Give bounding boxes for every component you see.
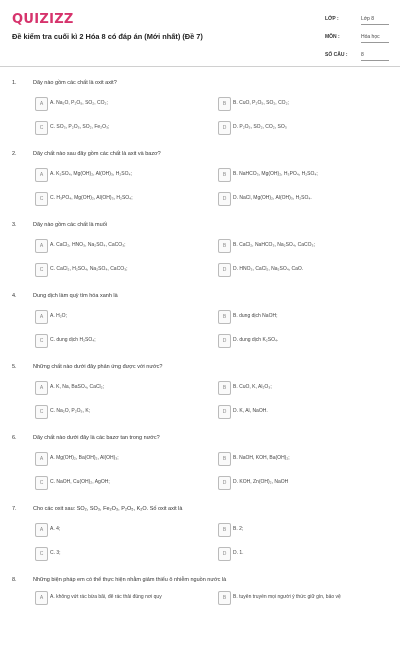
option-letter-badge: C	[35, 263, 48, 277]
question-text: Dãy chất nào dưới đây là các bazơ tan trong nước?	[33, 435, 160, 441]
worksheet-meta	[325, 14, 389, 68]
question-number: 8.	[12, 577, 17, 583]
meta-label-subject: MÔN :	[325, 34, 340, 40]
question-text: Dãy nào gồm các chất là oxit axit?	[33, 80, 117, 86]
question-3	[12, 222, 392, 280]
question-text: Dung dịch làm quỳ tím hóa xanh là	[33, 293, 118, 299]
question-4	[12, 293, 392, 351]
option-text: A. K, Na, BaSO₄, CaCl₂;	[50, 384, 104, 390]
option-letter-badge: A	[35, 452, 48, 466]
option-text: B. NaOH, KOH, Ba(OH)₂;	[233, 455, 290, 461]
option-letter-badge: A	[35, 310, 48, 324]
option-letter-badge: C	[35, 476, 48, 490]
option-text: A. CaCl₂, HNO₃, Na₂SO₄, CaCO₃;	[50, 242, 126, 248]
option-text: C. SO₃, P₂O₅, SO₂, Fe₂O₃;	[50, 124, 110, 130]
option-text: B. NaHCO₃, Mg(OH)₂, H₃PO₄, H₂SO₄;	[233, 171, 318, 177]
meta-label-question-count: SỐ CÂU :	[325, 52, 348, 58]
option-letter-badge: C	[35, 405, 48, 419]
option-text: C. dung dịch H₂SO₄;	[50, 337, 96, 343]
question-number: 1.	[12, 80, 17, 86]
question-text: Dãy chất nào sau đây gồm các chất là axit và bazơ?	[33, 151, 161, 157]
option-letter-badge: C	[35, 547, 48, 561]
option-letter-badge: B	[218, 310, 231, 324]
option-text: C. NaOH, Cu(OH)₂, AgOH;	[50, 479, 110, 485]
question-text: Những biện pháp em có thể thực hiện nhằm giảm thiểu ô nhiễm nguồn nước là	[33, 577, 227, 583]
option-letter-badge: B	[218, 523, 231, 537]
option-text: D. dung dịch K₂SO₄.	[233, 337, 279, 343]
option-letter-badge: A	[35, 97, 48, 111]
question-number: 4.	[12, 293, 17, 299]
meta-label-class: LỚP :	[325, 16, 339, 22]
option-letter-badge: A	[35, 381, 48, 395]
option-text: B. CuO, K, Al₂O₃;	[233, 384, 272, 390]
question-7	[12, 506, 392, 564]
option-text: A. 4;	[50, 526, 61, 532]
question-5	[12, 364, 392, 422]
question-6	[12, 435, 392, 493]
option-letter-badge: B	[218, 239, 231, 253]
option-text: B. 2;	[233, 526, 244, 532]
option-letter-badge: A	[35, 591, 48, 605]
question-list	[12, 80, 392, 648]
option-letter-badge: D	[218, 405, 231, 419]
option-letter-badge: D	[218, 192, 231, 206]
meta-value-subject: Hóa học	[361, 34, 389, 43]
option-text: D. NaCl, Mg(OH)₂, Al(OH)₃, H₂SO₄.	[233, 195, 312, 201]
option-text: D. KOH, Zn(OH)₂, NaOH	[233, 479, 289, 485]
question-8	[12, 577, 392, 635]
option-letter-badge: B	[218, 452, 231, 466]
header-divider	[0, 66, 400, 67]
question-text: Những chất nào dưới đây phản ứng được với nước?	[33, 364, 163, 370]
meta-value-question-count: 8	[361, 52, 389, 61]
option-letter-badge: A	[35, 523, 48, 537]
meta-row-subject	[325, 32, 389, 50]
option-text: A. không vứt rác bừa bãi, để rác thải đúng nơi quy	[50, 594, 162, 600]
meta-row-class	[325, 14, 389, 32]
option-letter-badge: D	[218, 121, 231, 135]
worksheet-title: Đề kiểm tra cuối kì 2 Hóa 8 có đáp án (Mới nhất) (Đề 7)	[12, 32, 203, 41]
option-letter-badge: C	[35, 192, 48, 206]
option-text: C. CaCl₂, H₂SO₄, Na₂SO₄, CaCO₃;	[50, 266, 128, 272]
option-text: B. CuO, P₂O₅, SO₂, CO₂;	[233, 100, 289, 106]
option-letter-badge: D	[218, 263, 231, 277]
question-number: 7.	[12, 506, 17, 512]
option-letter-badge: C	[35, 121, 48, 135]
option-text: A. Na₂O, P₂O₅, SO₂, CO₂;	[50, 100, 108, 106]
question-1	[12, 80, 392, 138]
quizizz-logo: QUIZIZZ	[12, 12, 74, 27]
option-text: B. CaCl₂, NaHCO₃, Na₂SO₄, CaCO₃;	[233, 242, 315, 248]
option-letter-badge: B	[218, 381, 231, 395]
option-text: B. tuyên truyền mọi người ý thức giữ gìn, bảo vệ	[233, 594, 341, 600]
option-letter-badge: B	[218, 97, 231, 111]
question-2	[12, 151, 392, 209]
option-text: D. K, Al, NaOH.	[233, 408, 268, 414]
option-letter-badge: D	[218, 476, 231, 490]
option-letter-badge: D	[218, 547, 231, 561]
meta-value-class: Lớp 8	[361, 16, 389, 25]
option-text: A. K₂SO₄, Mg(OH)₂, Al(OH)₃, H₂SO₄;	[50, 171, 132, 177]
option-text: C. H₃PO₄, Mg(OH)₂, Al(OH)₃, H₂SO₄;	[50, 195, 133, 201]
option-letter-badge: A	[35, 168, 48, 182]
option-text: B. dung dịch NaOH;	[233, 313, 278, 319]
question-text: Dãy nào gồm các chất là muối	[33, 222, 107, 228]
question-number: 6.	[12, 435, 17, 441]
option-letter-badge: C	[35, 334, 48, 348]
option-text: D. HNO₃, CaCl₂, Na₂SO₄, CaO.	[233, 266, 304, 272]
option-text: A. Mg(OH)₂, Ba(OH)₂, Al(OH)₃;	[50, 455, 119, 461]
worksheet-header	[0, 0, 400, 72]
option-text: C. Na₂O, P₂O₅, K;	[50, 408, 91, 414]
question-text: Cho các oxit sau: SO₂, SO₃, Fe₂O₃, P₂O₅, K₂O. Số oxit axit là	[33, 506, 183, 512]
option-text: C. 3;	[50, 550, 61, 556]
option-letter-badge: D	[218, 334, 231, 348]
option-letter-badge: B	[218, 591, 231, 605]
option-text: D. 1.	[233, 550, 244, 556]
option-letter-badge: B	[218, 168, 231, 182]
question-number: 5.	[12, 364, 17, 370]
question-number: 2.	[12, 151, 17, 157]
question-number: 3.	[12, 222, 17, 228]
option-text: D. P₂O₅, SO₂, CO₂, SO₃	[233, 124, 287, 130]
option-text: A. H₂O;	[50, 313, 67, 319]
option-letter-badge: A	[35, 239, 48, 253]
